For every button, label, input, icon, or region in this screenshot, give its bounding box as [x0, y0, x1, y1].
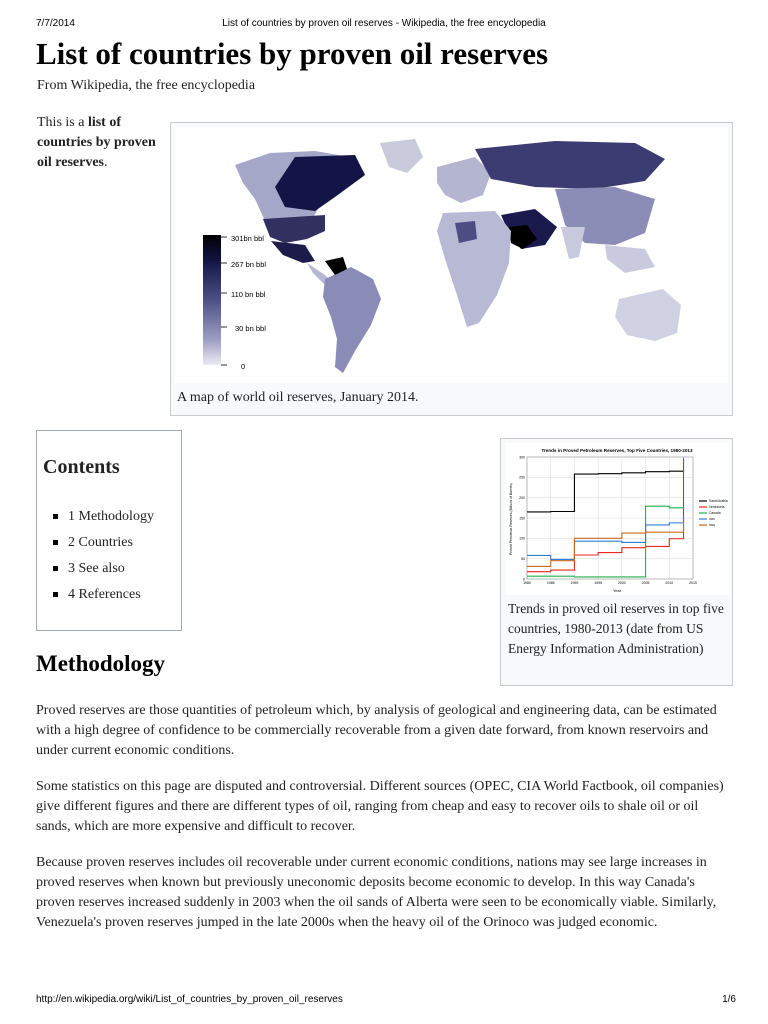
- chart-thumbnail: [500, 438, 733, 686]
- chart-legend-label: Saudi Arabia: [709, 499, 728, 504]
- section-heading-methodology: Methodology: [36, 651, 166, 676]
- chart-y-tick-label: 200: [519, 495, 525, 500]
- toc-item-references[interactable]: [47, 582, 154, 608]
- print-footer-page: 1/6: [722, 994, 736, 1005]
- chart-x-tick-label: 2015: [689, 581, 697, 585]
- chart-ylabel: Proved Petroleum Reserves (Billions of Barrels): [509, 483, 513, 555]
- methodology-paragraph-2: Some statistics on this page are disputed and controversial. Different sources (OPEC, CIA World Factbook, oil companies) give different figures and there are different types of oil, ranging from cheap and easy to recover oils to shale oil or oil sands, which are more expensive and difficult to recover.: [36, 779, 724, 834]
- usa-shape: [263, 215, 325, 243]
- toc-item-countries[interactable]: [47, 530, 154, 556]
- chart-y-tick-label: 150: [519, 516, 525, 521]
- intro-paragraph: [37, 113, 157, 173]
- chart-x-tick-label: 2000: [617, 581, 626, 585]
- chart-x-tick-label: 2005: [641, 581, 650, 585]
- world-oil-map[interactable]: [175, 127, 728, 383]
- toc-list: [47, 504, 154, 608]
- toc-item-label: 4 References: [68, 587, 141, 602]
- site-subtitle: From Wikipedia, the free encyclopedia: [37, 78, 256, 93]
- chart-x-tick-label: 2010: [665, 581, 674, 585]
- toc-item-label: 3 See also: [68, 561, 125, 576]
- intro-suffix: .: [104, 155, 108, 170]
- chart-x-tick-label: 1990: [570, 581, 579, 585]
- legend-label: 267 bn bbl: [231, 260, 267, 269]
- europe-shape: [437, 157, 491, 203]
- map-thumbnail: [170, 122, 733, 416]
- india-shape: [561, 227, 585, 259]
- chart-xlabel: Year: [612, 588, 622, 593]
- chart-legend-label: Venezuela: [709, 505, 725, 510]
- print-header-title: List of countries by proven oil reserves - Wikipedia, the free encyclopedia: [222, 18, 546, 29]
- russia-shape: [475, 141, 665, 189]
- toc-item-methodology[interactable]: [47, 504, 154, 530]
- chart-x-tick-label: 1995: [594, 581, 603, 585]
- chart-y-tick-label: 0: [523, 577, 525, 582]
- chart-legend-label: Iraq: [709, 523, 715, 528]
- southeast-asia-shape: [605, 245, 655, 273]
- bullet-icon: [53, 514, 58, 519]
- chart-y-tick-label: 100: [519, 536, 525, 541]
- toc-item-label: 2 Countries: [68, 535, 133, 550]
- chart-series-line-saudi-arabia: [527, 470, 684, 512]
- chart-title: Trends in Proved Petroleum Reserves, Top Five Countries, 1980-2013: [541, 448, 693, 453]
- chart-x-tick-label: 1980: [523, 581, 531, 585]
- toc-item-see-also[interactable]: [47, 556, 154, 582]
- chart-legend-label: Iran: [709, 517, 715, 522]
- chart-caption: Trends in proved oil reserves in top five countries, 1980-2013 (date from US Energy Information Administration): [508, 601, 724, 656]
- page-title: List of countries by proven oil reserves: [36, 36, 549, 71]
- australia-shape: [615, 289, 681, 341]
- intro-link[interactable]: list of countries by proven oil reserves: [37, 115, 156, 170]
- greenland-shape: [380, 139, 423, 173]
- chart-y-tick-label: 50: [521, 556, 525, 561]
- toc-title: Contents: [43, 456, 120, 478]
- chart-y-tick-label: 250: [519, 475, 525, 480]
- methodology-paragraph-3: Because proven reserves includes oil recoverable under current economic conditions, nations may see large increases in proved reserves when known but previously uneconomic deposits become economic to develop. In this way Canada's proven reserves increased suddenly in 2003 when the oil sands of Alberta were seen to be economically viable. Similarly, Venezuela's proven reserves jumped in the late 2000s when the heavy oil of the Orinoco was judged economic.: [36, 855, 717, 930]
- map-legend: [203, 234, 266, 371]
- chart-x-tick-label: 1985: [546, 581, 555, 585]
- legend-color-bar: [203, 235, 221, 365]
- mexico-shape: [271, 241, 315, 263]
- print-date: 7/7/2014: [36, 18, 75, 29]
- methodology-paragraph-1: Proved reserves are those quantities of petroleum which, by analysis of geological and engineering data, can be estimated with a high degree of confidence to be commercially recoverable from a given date forward, from known reservoirs and under current economic conditions.: [36, 703, 717, 758]
- south-america-shape: [323, 267, 381, 373]
- legend-label: 301bn bbl: [231, 234, 264, 243]
- print-footer-url: http://en.wikipedia.org/wiki/List_of_countries_by_proven_oil_reserves: [36, 994, 343, 1005]
- chart-y-tick-label: 300: [519, 455, 525, 460]
- table-of-contents: [36, 430, 182, 631]
- reserves-trend-chart[interactable]: [505, 443, 729, 595]
- chart-legend-label: Canada: [709, 511, 721, 516]
- chart-series-line-venezuela: [527, 458, 684, 572]
- legend-label: 110 bn bbl: [231, 290, 266, 299]
- intro-prefix: This is a: [37, 115, 88, 130]
- legend-label: 30 bn bbl: [235, 324, 266, 333]
- map-caption: A map of world oil reserves, January 2014.: [177, 390, 419, 405]
- bullet-icon: [53, 540, 58, 545]
- bullet-icon: [53, 592, 58, 597]
- legend-label: 0: [241, 362, 246, 371]
- bullet-icon: [53, 566, 58, 571]
- toc-item-label: 1 Methodology: [68, 509, 154, 524]
